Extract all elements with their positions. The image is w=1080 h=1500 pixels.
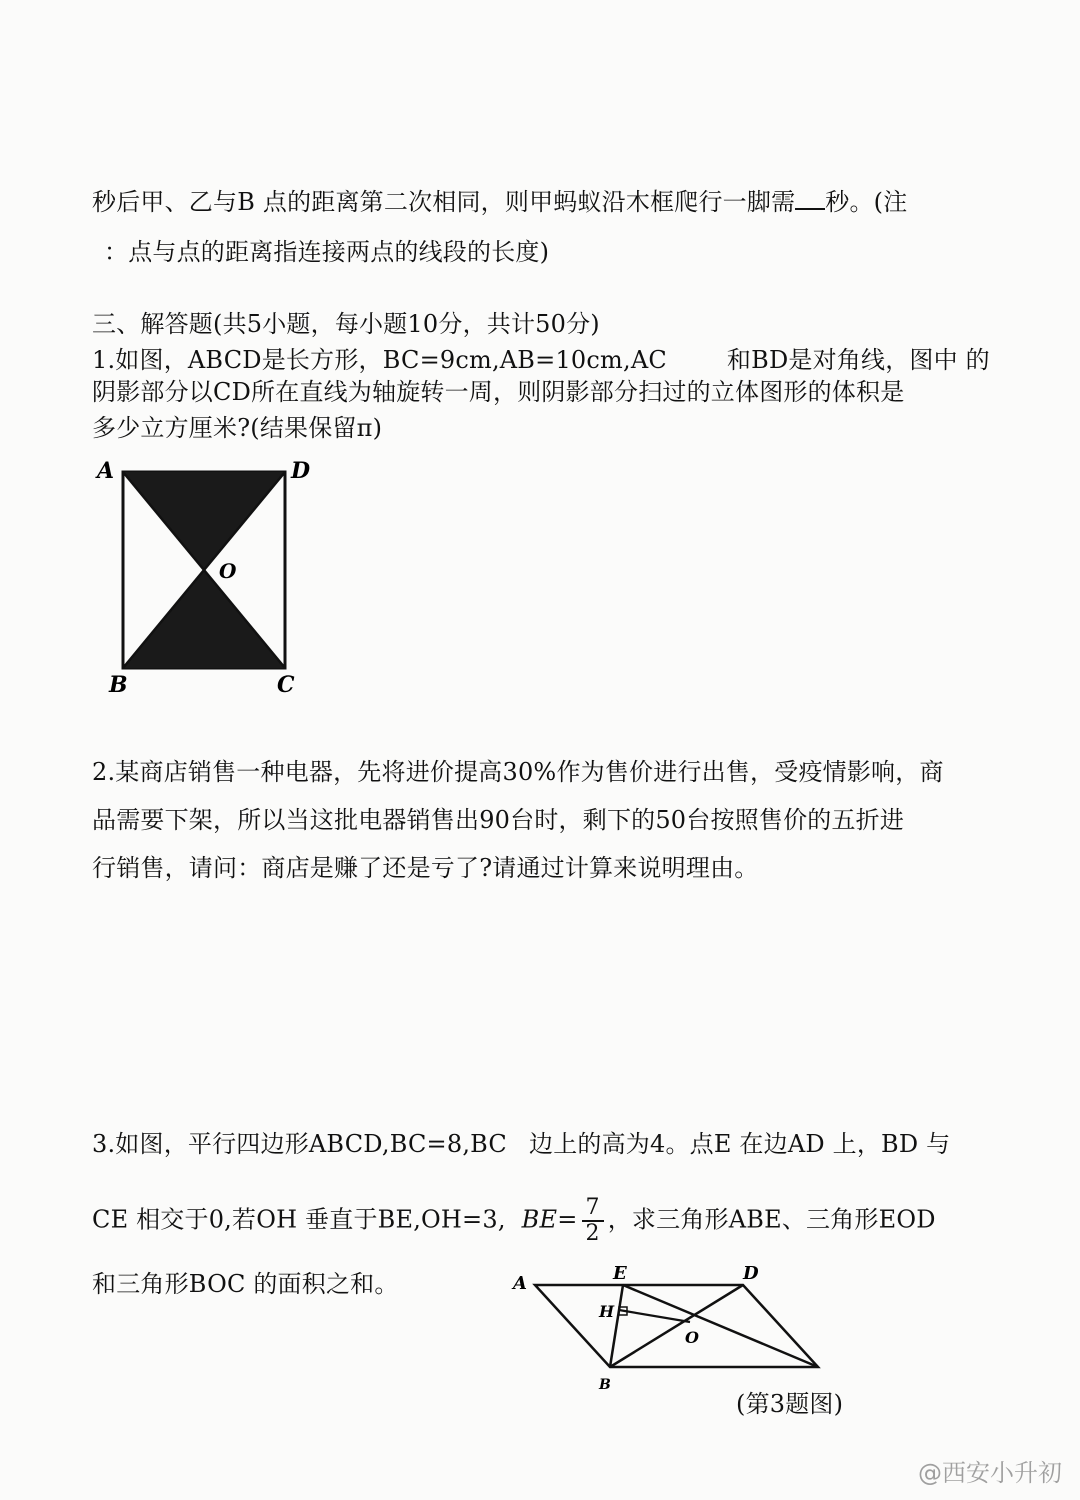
q3-figure [505,1255,845,1395]
label-b: B [109,672,128,698]
answer-blank [795,186,825,210]
section-heading: 三、解答题(共5小题，每小题10分，共计50分) [92,310,600,338]
q1-line-1 [92,344,990,376]
label-a: A [513,1273,527,1294]
fraction-numerator: 7 [582,1196,604,1222]
q3-line-3: 和三角形BOC 的面积之和。 [92,1270,399,1298]
shaded-triangle-bottom [123,570,285,668]
label-c: C [277,672,295,698]
q2-line-2: 品需要下架，所以当这批电器销售出90台时，剩下的50台按照售价的五折进 [92,806,905,834]
prev-problem-text-b: 秒。(注 [825,188,908,216]
q1-line-2: 阴影部分以CD所在直线为轴旋转一周，则阴影部分扫过的立体图形的体积是 [92,378,905,406]
q3-text-b2: ，求三角形ABE、三角形EOD [607,1205,936,1234]
q3-text-a: 3.如图，平行四边形ABCD,BC=8,BC [92,1130,507,1158]
label-o: O [219,559,237,583]
fraction-seven-halves [582,1196,604,1246]
prev-problem-line-2: ：点与点的距离指连接两点的线段的长度) [104,238,550,266]
q1-figure [85,450,325,700]
q3-figure-caption: (第3题图) [736,1390,844,1418]
q1-text-b: 和BD是对角线，图中 的 [726,346,990,374]
segment-oh [619,1310,690,1322]
segment-ce [623,1285,818,1367]
be-label: BE= [521,1205,578,1234]
q1-line-3: 多少立方厘米?(结果保留π) [92,414,383,442]
fraction-denominator: 2 [585,1221,600,1246]
q2-line-3: 行销售，请问：商店是赚了还是亏了?请通过计算来说明理由。 [92,854,759,882]
prev-problem-text-a: 秒后甲、乙与B 点的距离第二次相同，则甲蚂蚁沿木框爬行一脚需 [92,188,796,216]
label-d: D [291,458,311,484]
q3-line-2 [92,1196,936,1246]
label-a: A [97,458,115,484]
q2-line-1: 2.某商店销售一种电器，先将进价提高30%作为售价进行出售，受疫情影响，商 [92,758,944,786]
label-d: D [743,1263,759,1284]
shaded-triangle-top [123,472,285,570]
watermark: @西安小升初 [918,1459,1062,1487]
q3-line-1 [92,1128,950,1160]
label-h: H [599,1302,615,1321]
label-o: O [685,1328,699,1347]
q3-text-a2: CE 相交于0,若OH 垂直于BE,OH=3, [92,1205,506,1234]
prev-problem-line-1 [92,186,907,218]
label-b: B [599,1377,611,1393]
segment-be [610,1285,623,1367]
q3-text-b: 边上的高为4。点E 在边AD 上，BD 与 [529,1130,951,1158]
q1-text-a: 1.如图，ABCD是长方形，BC=9cm,AB=10cm,AC [92,346,667,374]
label-e: E [613,1263,627,1284]
